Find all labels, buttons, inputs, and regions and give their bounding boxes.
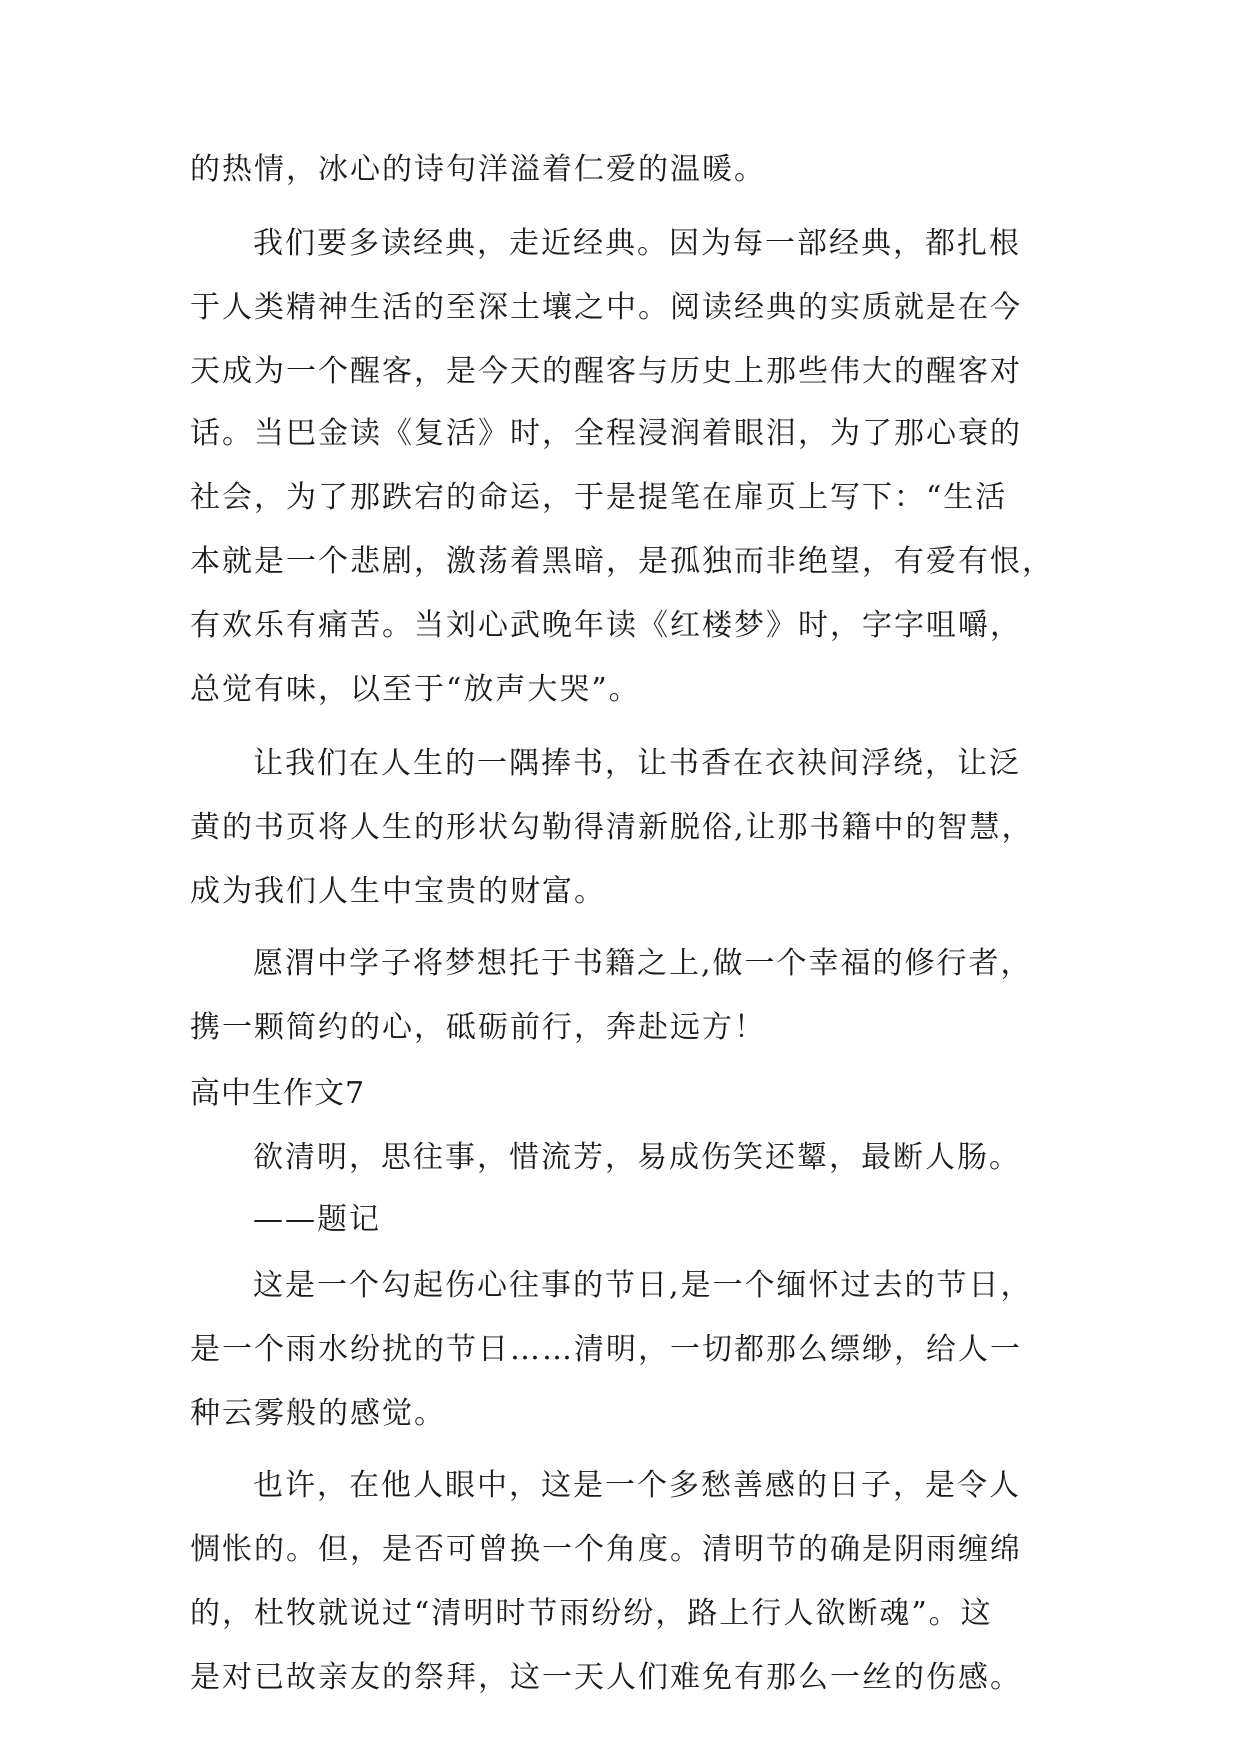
text-line: 成为我们人生中宝贵的财富。 xyxy=(190,874,606,909)
text-line: 有欢乐有痛苦。当刘心武晚年读《红楼梦》时，字字咀嚼， xyxy=(190,608,1022,643)
paragraph-start-line: 这是一个勾起伤心往事的节日,是一个缅怀过去的节日， xyxy=(253,1268,1033,1303)
text-line: 是对已故亲友的祭拜，这一天人们难免有那么一丝的伤感。 xyxy=(190,1660,1022,1695)
text-line: 惆怅的。但，是否可曾换一个角度。清明节的确是阴雨缠绵 xyxy=(190,1532,1022,1567)
text-line: 黄的书页将人生的形状勾勒得清新脱俗,让那书籍中的智慧， xyxy=(190,810,1034,845)
text-line: 携一颗简约的心，砥砺前行，奔赴远方！ xyxy=(190,1010,766,1045)
text-line: 社会，为了那跌宕的命运，于是提笔在扉页上写下：“生活 xyxy=(190,480,1008,515)
text-line: 总觉有味，以至于“放声大哭”。 xyxy=(190,672,641,707)
text-line: 的，杜牧就说过“清明时节雨纷纷，路上行人欲断魂”。这 xyxy=(190,1596,993,1631)
text-line: 种云雾般的感觉。 xyxy=(190,1396,446,1431)
text-line: 本就是一个悲剧，激荡着黑暗，是孤独而非绝望，有爱有恨， xyxy=(190,544,1054,579)
text-line: 是一个雨水纷扰的节日……清明，一切都那么缥缈，给人一 xyxy=(190,1332,1022,1367)
paragraph-start-line: 愿渭中学子将梦想托于书籍之上,做一个幸福的修行者， xyxy=(253,946,1033,981)
paragraph-start-line: 也许，在他人眼中，这是一个多愁善感的日子，是令人 xyxy=(253,1468,1021,1503)
epigraph-line: 欲清明，思往事，惜流芳，易成伤笑还颦，最断人肠。 xyxy=(253,1140,1021,1175)
text-line: 天成为一个醒客，是今天的醒客与历史上那些伟大的醒客对 xyxy=(190,354,1022,389)
section-heading: 高中生作文7 xyxy=(190,1076,366,1111)
text-line: 话。当巴金读《复活》时，全程浸润着眼泪，为了那心衰的 xyxy=(190,416,1022,451)
epigraph-attribution: ——题记 xyxy=(253,1202,381,1237)
text-line: 于人类精神生活的至深土壤之中。阅读经典的实质就是在今 xyxy=(190,290,1022,325)
paragraph-start-line: 我们要多读经典，走近经典。因为每一部经典，都扎根 xyxy=(253,226,1021,261)
paragraph-start-line: 让我们在人生的一隅捧书，让书香在衣袂间浮绕，让泛 xyxy=(253,746,1021,781)
text-line: 的热情，冰心的诗句洋溢着仁爱的温暖。 xyxy=(190,152,766,187)
